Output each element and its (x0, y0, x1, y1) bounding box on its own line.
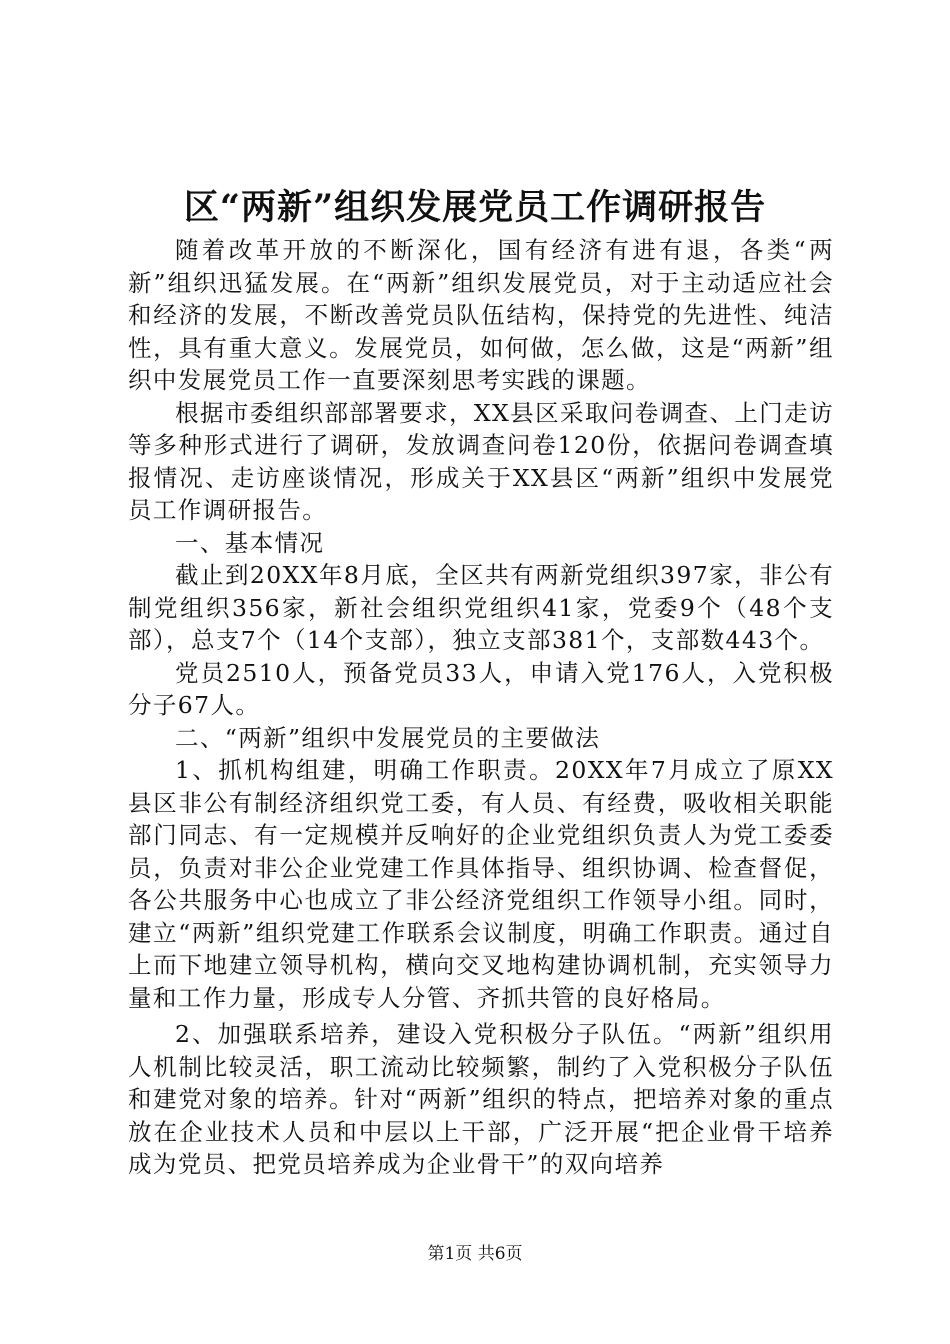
paragraph-method: 根据市委组织部部署要求，XX县区采取问卷调查、上门走访等多种形式进行了调研，发放调查问卷120份，依据问卷调查填报情况、走访座谈情况，形成关于XX县区“两新”组织中发展党员工作调研报告。 (128, 398, 834, 524)
section-heading-basic: 一、基本情况 (175, 528, 325, 557)
document-body (128, 234, 834, 1181)
document-title: 区“两新”组织发展党员工作调研报告 (183, 187, 767, 228)
section-heading-practices: 二、“两新”组织中发展党员的主要做法 (175, 723, 601, 752)
page-number: 第1页 共6页 (427, 1244, 523, 1264)
paragraph-practice-2: 2、加强联系培养，建设入党积极分子队伍。“两新”组织用人机制比较灵活，职工流动比较频繁，制约了入党积极分子队伍和建党对象的培养。针对“两新”组织的特点，把培养对象的重点放在企业技术人员和中层以上干部，广泛开展“把企业骨干培养成为党员、把党员培养成为企业骨干”的双向培养 (128, 1020, 834, 1178)
paragraph-members: 党员2510人，预备党员33人，申请入党176人，入党积极分子67人。 (128, 658, 834, 719)
paragraph-intro: 随着改革开放的不断深化，国有经济有进有退，各类“两新”组织迅猛发展。在“两新”组织发展党员，对于主动适应社会和经济的发展，不断改善党员队伍结构，保持党的先进性、纯洁性，具有重大意义。发展党员，如何做，怎么做，这是“两新”组织中发展党员工作一直要深刻思考实践的课题。 (128, 236, 834, 394)
paragraph-practice-1: 1、抓机构组建，明确工作职责。20XX年7月成立了原XX县区非公有制经济组织党工委，有人员、有经费，吸收相关职能部门同志、有一定规模并反响好的企业党组织负责人为党工委委员，负责对非公企业党建工作具体指导、组织协调、检查督促，各公共服务中心也成立了非公经济党组织工作领导小组。同时，建立“两新”组织党建工作联系会议制度，明确工作职责。通过自上而下地建立领导机构，横向交叉地构建协调机制，充实领导力量和工作力量，形成专人分管、齐抓共管的良好格局。 (128, 756, 834, 1012)
paragraph-organizations: 截止到20XX年8月底，全区共有两新党组织397家，非公有制党组织356家，新社会组织党组织41家，党委9个（48个支部），总支7个（14个支部），独立支部381个，支部数443个。 (128, 561, 834, 654)
